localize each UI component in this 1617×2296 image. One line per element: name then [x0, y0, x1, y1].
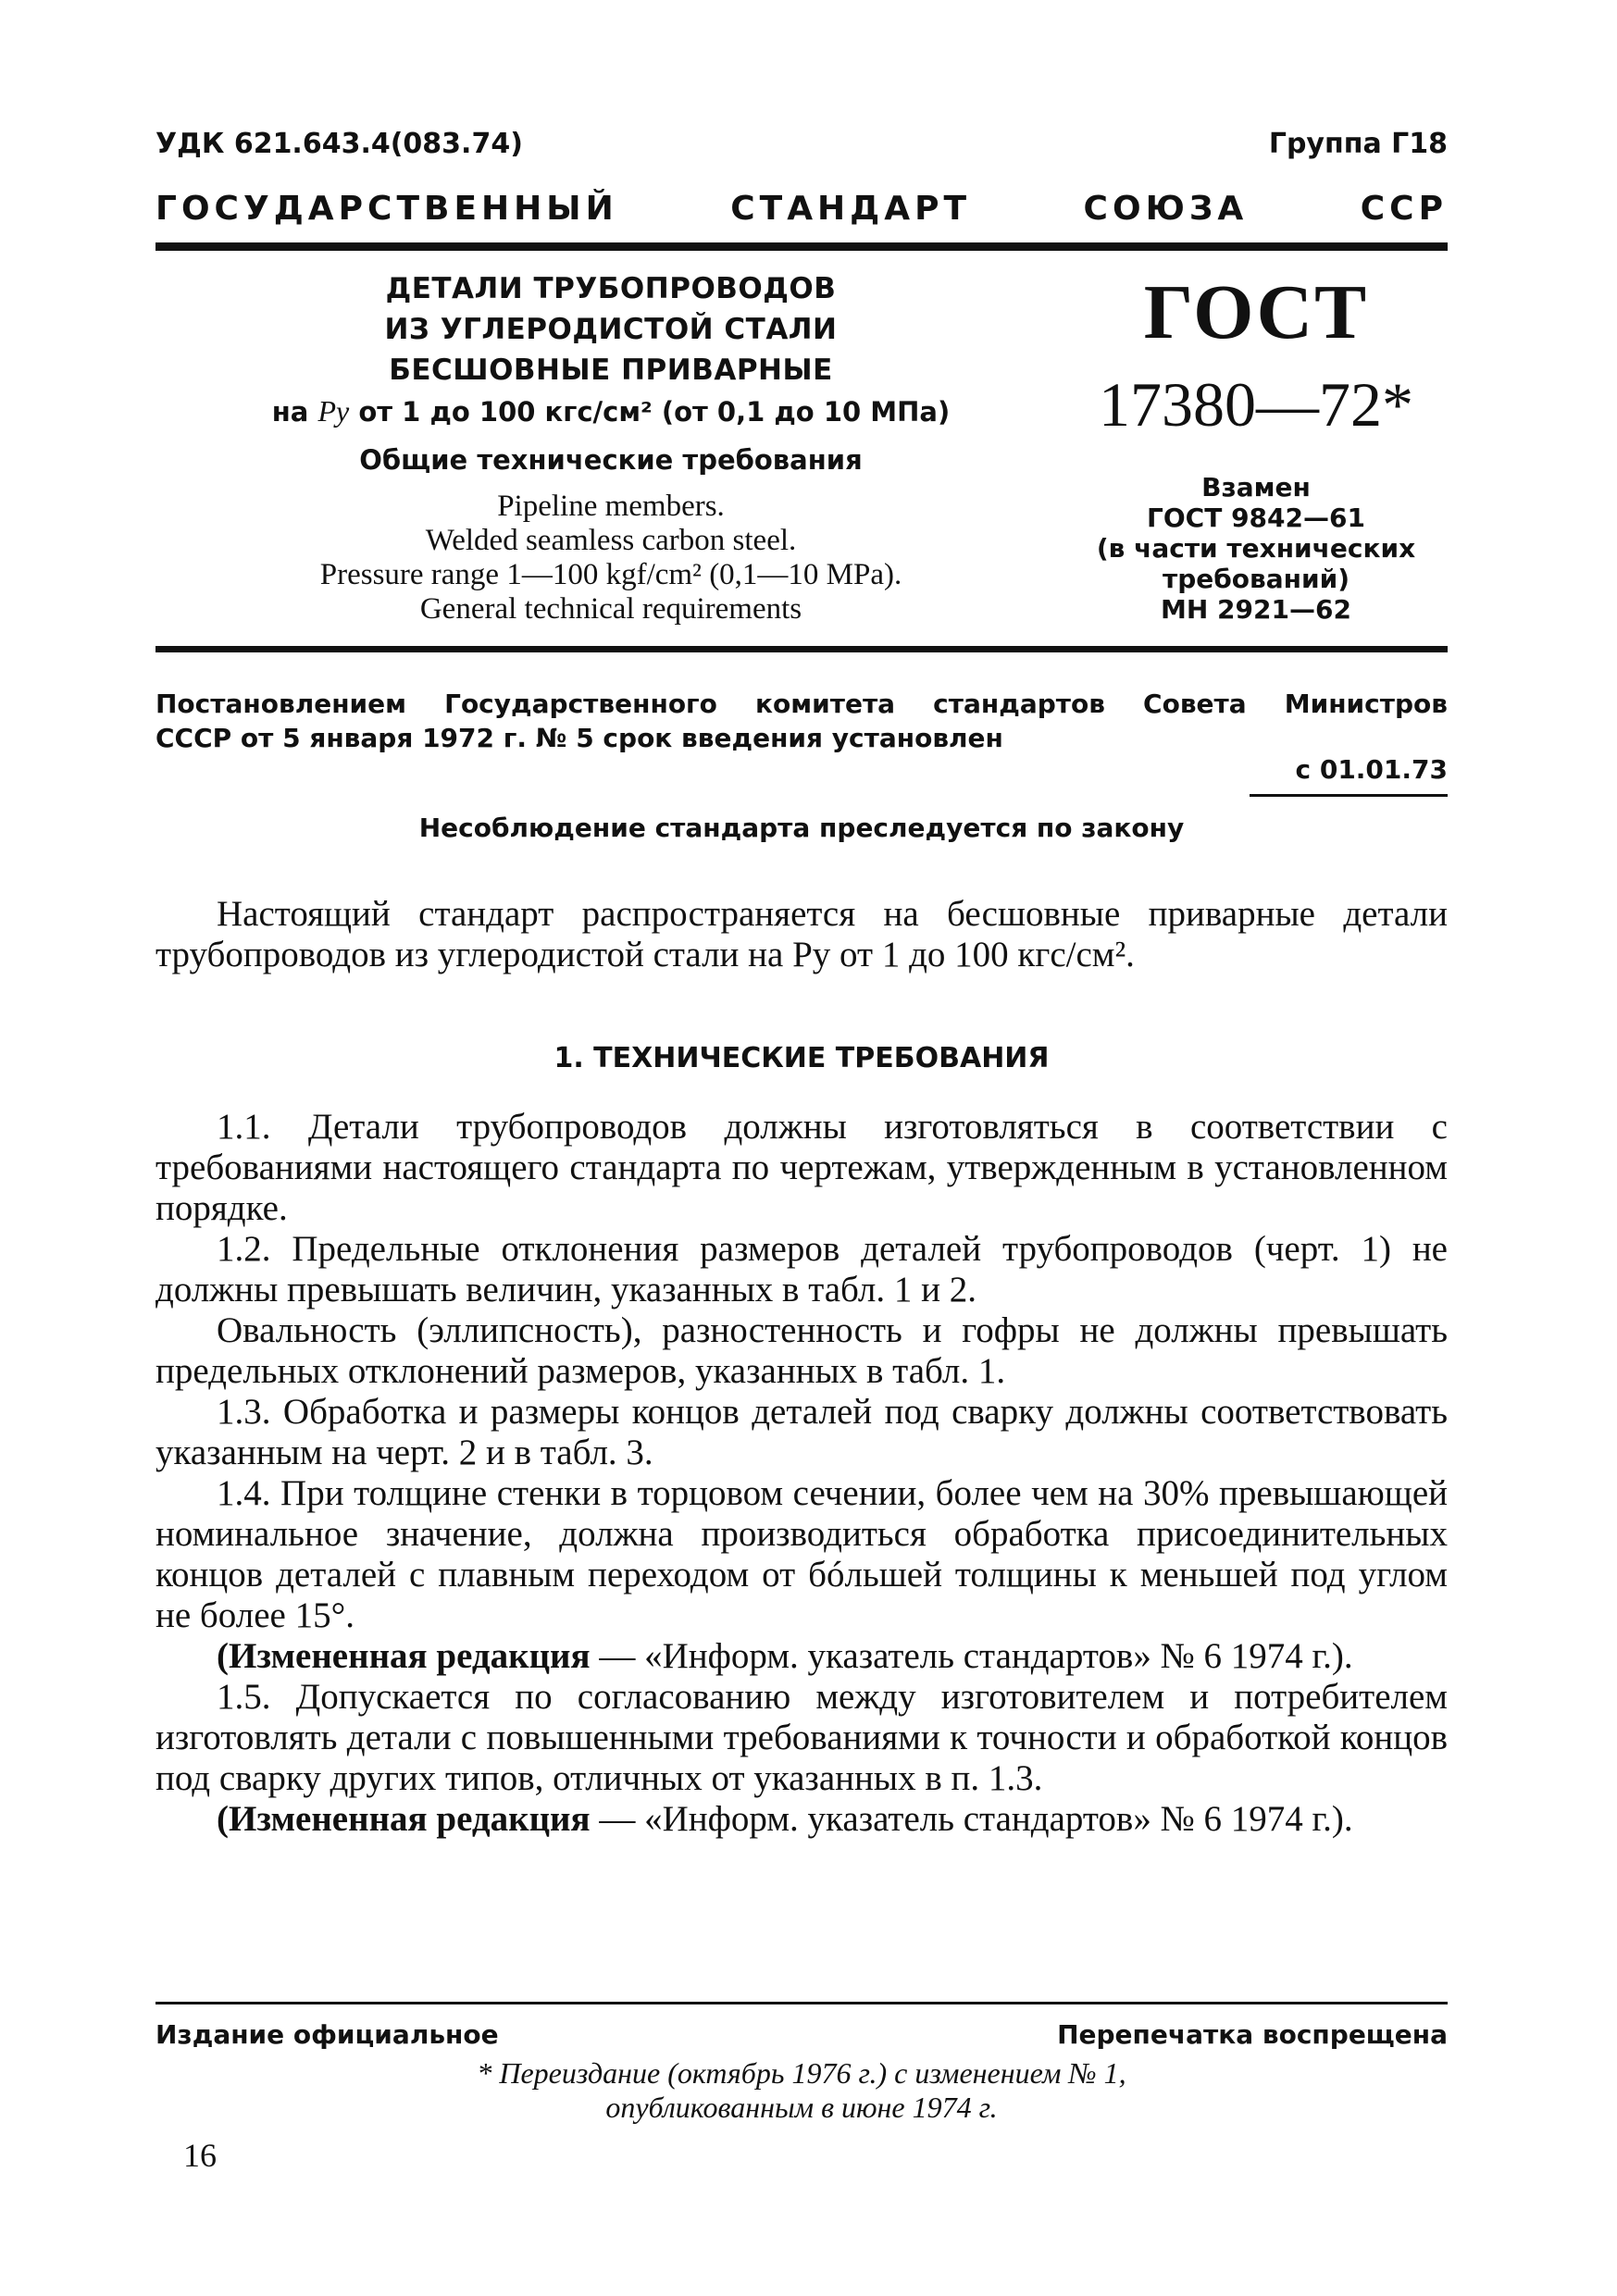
clause-1-2-ovality: Овальность (эллипсность), разностенность и гофры не должны превышать предельных отклонений размеров, указанных в табл. 1. — [155, 1310, 1448, 1391]
english-title-line: Welded seamless carbon steel. — [425, 524, 797, 557]
amendment-label: (Измененная редакция — [217, 1636, 591, 1676]
english-title — [185, 490, 1037, 627]
page-number: 16 — [183, 2137, 217, 2174]
section-body — [155, 1107, 1448, 1840]
clause-1-2: 1.2. Предельные отклонения размеров деталей трубопроводов (черт. 1) не должны превышать величин, указанных в табл. 1 и 2. — [155, 1229, 1448, 1309]
header-bottom-divider — [155, 646, 1448, 652]
footnote-line: * Переиздание (октябрь 1976 г.) с изменением № 1, — [477, 2056, 1126, 2090]
amendment-text: — «Информ. указатель стандартов» № 6 1974 г.). — [590, 1636, 1353, 1676]
clause-1-1: 1.1. Детали трубопроводов должны изготовляться в соответствии с требованиями настоящего стандарта по чертежам, утвержденным в установленном порядке. — [155, 1107, 1448, 1228]
law-notice: Несоблюдение стандарта преследуется по закону — [418, 813, 1185, 843]
title-line: БЕСШОВНЫЕ ПРИВАРНЫЕ — [389, 354, 833, 387]
amendment-note — [155, 1799, 1448, 1840]
top-divider — [155, 242, 1448, 251]
range-text: от 1 до 100 кгс/см² (от 0,1 до 10 МПа) — [358, 396, 951, 428]
date-underline — [1250, 794, 1448, 797]
english-title-line: General technical requirements — [419, 592, 802, 626]
decree-line-1: Постановлением Государственного комитета стандартов Совета Министров — [155, 689, 1448, 719]
banner-word: СТАНДАРТ — [730, 190, 972, 228]
replaces-line: ГОСТ 9842—61 — [1147, 503, 1365, 533]
gost-number: 17380—72* — [1099, 369, 1413, 440]
amendment-label: (Измененная редакция — [217, 1799, 591, 1839]
banner-word: ГОСУДАРСТВЕННЫЙ — [155, 190, 618, 228]
english-title-line: Pipeline members. — [497, 490, 725, 523]
title-block — [185, 268, 1037, 627]
range-prefix: на — [271, 396, 309, 428]
replaces-line: Взамен — [1201, 472, 1311, 503]
footer-divider — [155, 2002, 1448, 2004]
title-line: ИЗ УГЛЕРОДИСТОЙ СТАЛИ — [384, 313, 838, 346]
footnote — [155, 2056, 1448, 2125]
gost-block — [1064, 268, 1448, 625]
intro-paragraph — [155, 894, 1448, 975]
decree-line-2: СССР от 5 января 1972 г. № 5 срок введения установлен — [155, 723, 1003, 753]
pressure-range — [185, 391, 1037, 432]
pressure-symbol: Py — [317, 394, 350, 428]
section-heading: 1. ТЕХНИЧЕСКИЕ ТРЕБОВАНИЯ — [554, 1042, 1050, 1074]
subtitle: Общие технические требования — [359, 444, 863, 476]
clause-1-3: 1.3. Обработка и размеры концов деталей под сварку должны соответствовать указанным на черт. 2 и в табл. 3. — [155, 1392, 1448, 1472]
replaces-line: (в части технических — [1096, 533, 1416, 564]
reprint-prohibited: Перепечатка воспрещена — [1057, 2019, 1448, 2050]
udk-code: УДК 621.643.4(083.74) — [155, 128, 523, 160]
intro-text: Настоящий стандарт распространяется на бесшовные приварные детали трубопроводов из углеродистой стали на Pу от 1 до 100 кгс/см². — [155, 894, 1448, 974]
gost-word: ГОСТ — [1143, 269, 1369, 355]
clause-1-5: 1.5. Допускается по согласованию между изготовителем и потребителем изготовлять детали с повышенными требованиями к точности и обработкой концов под сварку других типов, отличных от указанных в п. 1.3. — [155, 1677, 1448, 1798]
english-title-line: Pressure range 1—100 kgf/cm² (0,1—10 MPa). — [319, 558, 902, 591]
banner-word: ССР — [1360, 190, 1448, 228]
amendment-note — [155, 1636, 1448, 1677]
state-standard-banner — [155, 190, 1448, 228]
replaces-line: требований) — [1162, 564, 1350, 594]
title-line: ДЕТАЛИ ТРУБОПРОВОДОВ — [385, 272, 837, 305]
clause-1-4: 1.4. При толщине стенки в торцовом сечении, более чем на 30% превышающей номинальное значение, должна производиться обработка присоединительных концов деталей с плавным переходом от бóльшей толщины к меньшей под углом не более 15°. — [155, 1473, 1448, 1635]
replaces-line: МН 2921—62 — [1161, 594, 1351, 625]
group-code: Группа Г18 — [1268, 128, 1448, 160]
official-edition: Издание официальное — [155, 2019, 499, 2050]
banner-word: СОЮЗА — [1083, 190, 1249, 228]
replaces-note — [1064, 472, 1448, 625]
effective-date: с 01.01.73 — [1295, 754, 1448, 785]
footnote-line: опубликованным в июне 1974 г. — [605, 2091, 998, 2124]
amendment-text: — «Информ. указатель стандартов» № 6 1974 г.). — [590, 1799, 1353, 1839]
